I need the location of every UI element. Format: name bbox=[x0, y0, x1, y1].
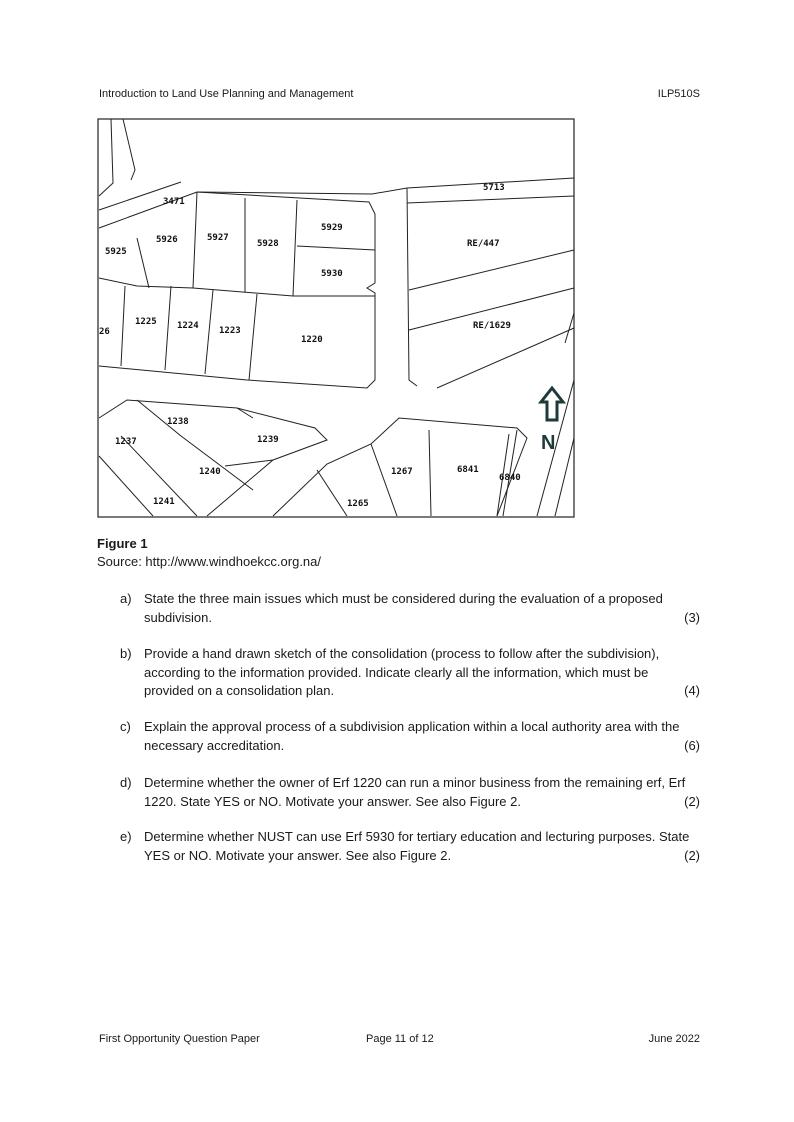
footer-page-number: Page 11 of 12 bbox=[366, 1033, 434, 1045]
erf-label: 1223 bbox=[219, 326, 241, 336]
erf-label: 3471 bbox=[163, 197, 185, 207]
figure-source: Source: http://www.windhoekcc.org.na/ bbox=[97, 554, 322, 569]
header-course-code: ILP510S bbox=[657, 88, 700, 100]
question-text: Provide a hand drawn sketch of the consolidation (process to follow after the subdivision), according to the information provided. Indicate clearly all the information, which must be provided on a consolidation plan. bbox=[144, 646, 660, 698]
cadastral-map bbox=[97, 118, 575, 518]
erf-label: 1265 bbox=[347, 499, 369, 509]
question-item bbox=[120, 590, 700, 627]
question-marks: (4) bbox=[684, 683, 700, 698]
erf-label: 1240 bbox=[199, 467, 221, 477]
question-letter: d) bbox=[120, 775, 132, 790]
header-course-title: Introduction to Land Use Planning and Management bbox=[99, 88, 354, 100]
erf-label: 5713 bbox=[483, 183, 505, 193]
question-item bbox=[120, 774, 700, 811]
question-letter: b) bbox=[120, 646, 132, 661]
erf-label: RE/447 bbox=[467, 239, 500, 249]
erf-label: 1267 bbox=[391, 467, 413, 477]
question-text: Explain the approval process of a subdivision application within a local authority area with the necessary accreditation. bbox=[144, 719, 680, 753]
erf-label: 1239 bbox=[257, 435, 279, 445]
erf-label: 6840 bbox=[499, 473, 521, 483]
erf-label: 5930 bbox=[321, 269, 343, 279]
footer-paper-type: First Opportunity Question Paper bbox=[99, 1033, 260, 1045]
erf-label: 1225 bbox=[135, 317, 157, 327]
question-text: Determine whether the owner of Erf 1220 can run a minor business from the remaining erf, Erf 1220. State YES or NO. Motivate your answer. See also Figure 2. bbox=[144, 775, 686, 809]
question-item bbox=[120, 718, 700, 755]
erf-label: 1241 bbox=[153, 497, 175, 507]
erf-label: 5928 bbox=[257, 239, 279, 249]
question-text: Determine whether NUST can use Erf 5930 for tertiary education and lecturing purposes. State YES or NO. Motivate your answer. See also Figure 2. bbox=[144, 829, 690, 863]
question-marks: (2) bbox=[684, 793, 700, 809]
question-text: State the three main issues which must be considered during the evaluation of a proposed subdivision. bbox=[144, 591, 663, 625]
footer-date: June 2022 bbox=[648, 1033, 700, 1045]
erf-label: 1220 bbox=[301, 335, 323, 345]
erf-label: 1237 bbox=[115, 437, 137, 447]
question-marks: (6) bbox=[684, 737, 700, 753]
question-letter: c) bbox=[120, 719, 131, 734]
question-marks: (2) bbox=[684, 847, 700, 863]
erf-label: 1238 bbox=[167, 417, 189, 427]
question-letter: a) bbox=[120, 591, 132, 606]
question-item bbox=[120, 645, 700, 701]
question-item bbox=[120, 828, 700, 865]
erf-label: 5927 bbox=[207, 233, 229, 243]
erf-label: 5925 bbox=[105, 247, 127, 257]
question-marks: (3) bbox=[684, 609, 700, 625]
erf-label: 5929 bbox=[321, 223, 343, 233]
erf-label: 1224 bbox=[177, 321, 199, 331]
north-label: N bbox=[541, 432, 556, 454]
figure-title: Figure 1 bbox=[97, 536, 148, 551]
erf-label: RE/1629 bbox=[473, 321, 511, 331]
cadastral-map-svg bbox=[97, 118, 575, 518]
erf-label: 5926 bbox=[156, 235, 178, 245]
erf-label: 6841 bbox=[457, 465, 479, 475]
erf-label: 26 bbox=[99, 327, 110, 337]
question-letter: e) bbox=[120, 829, 132, 844]
